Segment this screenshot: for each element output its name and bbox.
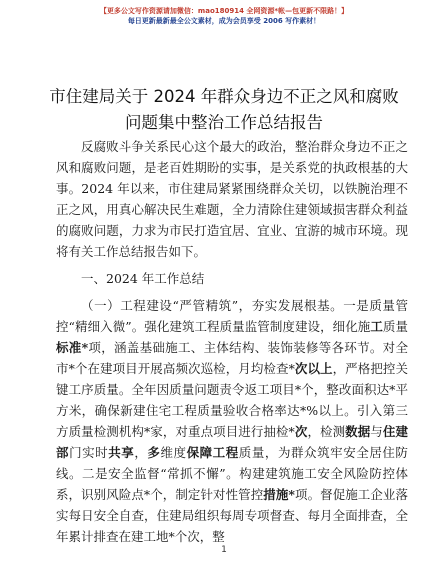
bold-run: 标准* <box>56 340 89 355</box>
text-run: 质量，为群众筑牢安全居住防线。二是安全监督“常抓不懈”。构建建筑施工安全风险防控体系，识别风险点*个，制定针对性管控 <box>56 445 408 502</box>
banner-line-1: 【更多公文写作资源请加微信：mao180914 全网资源*帐—包更新不限路！】 <box>99 7 349 15</box>
bold-run: 措施* <box>263 487 295 502</box>
bold-run: 保障工程 <box>186 445 239 460</box>
document-title <box>40 84 408 136</box>
bold-run: 数据 <box>345 424 371 439</box>
title-line-2: 问题集中整治工作总结报告 <box>125 113 323 132</box>
bold-run: 工 <box>370 319 383 334</box>
page-number: 1 <box>221 545 227 555</box>
title-line-1: 市住建局关于 2024 年群众身边不正之风和腐败 <box>49 87 399 106</box>
intro-paragraph: 反腐败斗争关系民心这个最大的政治，整治群众身边不正之风和腐败问题，是老百姓期盼的实事，是关系党的执政根基的大事。2024 年以来，市住建局紧紧围绕群众关切，以铁腕治理不正之风，用真心解决民生难题，全力清除住建领域损害群众利益的腐败问题，力求为市民打造宜居、宜业、宜游的城市环境。现将有关工作总结报告如下。 <box>56 139 408 259</box>
banner-line-2: 每日更新最新最全公文素材，成为会员享受 2006 写作素材！ <box>127 17 321 25</box>
bold-run: 共享 <box>108 445 135 460</box>
paragraph-project-quality <box>56 295 408 547</box>
text-run: ， <box>134 445 148 460</box>
bold-run: 次 <box>294 424 308 439</box>
text-run: （一）工程建设“严管精筑”，夯实发展根基。一是质量管控“精细入微”。强化建筑工程质量监管制度建设，细化施 <box>56 298 408 334</box>
document-body <box>56 136 408 547</box>
header-banner <box>0 6 448 26</box>
text-run: ，严格把控关键工序质量。全年因质量问题责令返工项目*个，整改面积达*平方米，确保新建住宅工程质量验收合格率达*%以上。引入第三方质量检测机构*家，对重点项目进行抽检* <box>56 361 408 439</box>
section-heading: 一、2024 年工作总结 <box>81 271 205 286</box>
text-run: 与 <box>370 424 383 439</box>
bold-run: 住建部 <box>56 424 408 460</box>
text-run: 项。督促施工企业落实每日安全自查，住建局组织每周专项督查、每月全面排查，全年累计排查在建工地*个次，整 <box>56 487 408 544</box>
text-run: 质量 <box>382 319 408 334</box>
text-run: ，检测 <box>307 424 346 439</box>
text-run: 项，涵盖基础施工、主体结构、装饰装修等各环节。对全市*个在建项目开展高频次巡检，月均检查* <box>56 340 408 376</box>
text-run: 门实时 <box>69 445 109 460</box>
bold-run: 次以上 <box>294 361 333 376</box>
bold-run: 多 <box>147 445 161 460</box>
text-run: 维度 <box>160 445 187 460</box>
